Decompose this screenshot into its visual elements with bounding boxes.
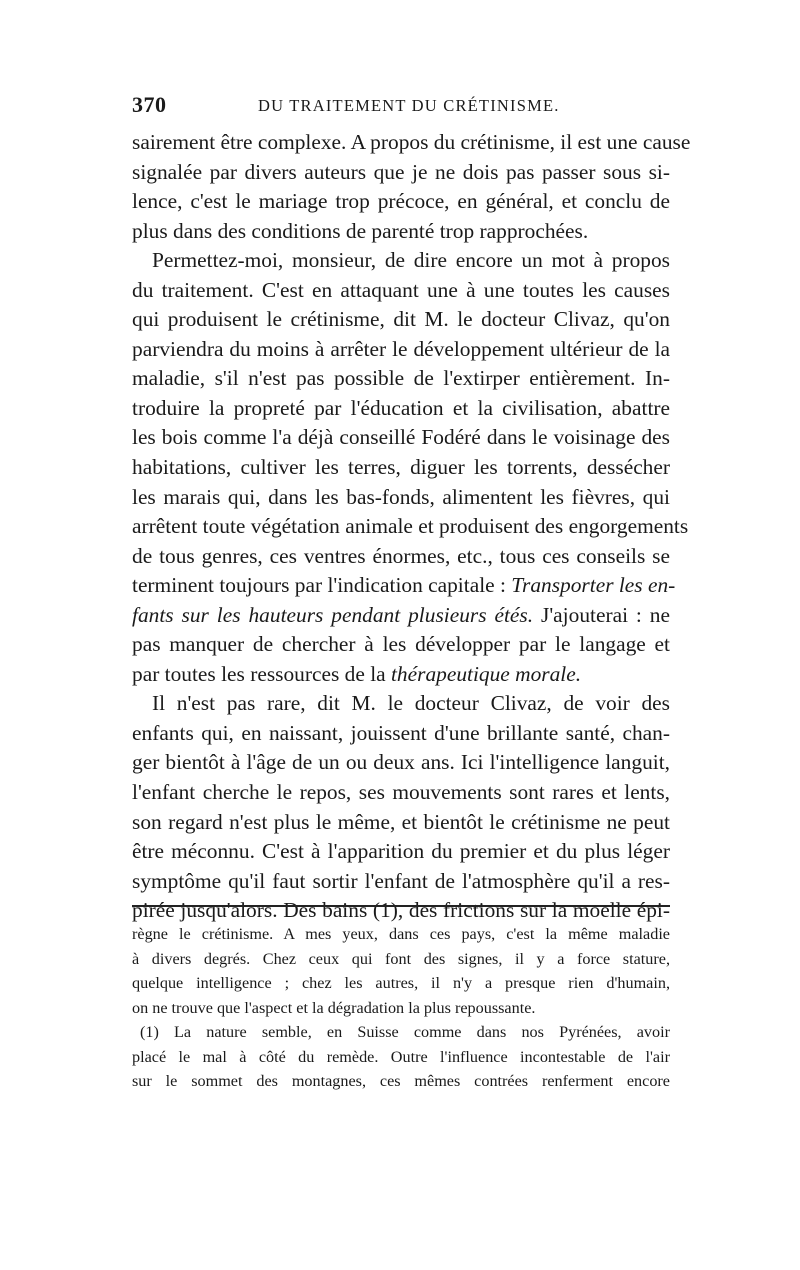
- line-text: (1) La nature semble, en Suisse comme dans nos Pyrénées, avoir: [140, 1023, 670, 1041]
- text-line: [132, 748, 670, 778]
- text-line: [132, 837, 670, 867]
- line-text: être méconnu. C'est à l'apparition du premier et du plus léger: [132, 839, 670, 864]
- text-line: [132, 276, 670, 306]
- line-text: par toutes les ressources de la: [132, 661, 391, 686]
- text-line: [132, 571, 676, 601]
- line-text: ger bientôt à l'âge de un ou deux ans. Ici l'intelligence languit,: [132, 750, 670, 775]
- footnote-line: [132, 947, 670, 972]
- text-line: [132, 778, 670, 808]
- line-text: terminent toujours par l'indication capitale :: [132, 573, 512, 598]
- line-text: sairement être complexe. A propos du crétinisme, il est une cause: [132, 130, 691, 154]
- text-line: [132, 660, 670, 690]
- text-line: [132, 512, 689, 542]
- line-text: signalée par divers auteurs que je ne dois pas passer sous si-: [132, 159, 670, 184]
- footnote-line: [132, 996, 670, 1021]
- text-line: [132, 305, 670, 335]
- line-text: Il n'est pas rare, dit M. le docteur Clivaz, de voir des: [152, 691, 670, 716]
- line-text: placé le mal à côté du remède. Outre l'influence incontestable de l'air: [132, 1047, 670, 1066]
- line-text: symptôme qu'il faut sortir l'enfant de l'atmosphère qu'il a res-: [132, 868, 670, 893]
- text-line: [132, 601, 670, 631]
- footnote-line: [132, 971, 670, 996]
- line-text: habitations, cultiver les terres, diguer les torrents, dessécher: [132, 455, 670, 480]
- line-text: parviendra du moins à arrêter le développement ultérieur de la: [132, 336, 670, 361]
- line-text: plus dans des conditions de parenté trop rapprochées.: [132, 218, 589, 243]
- text-line: [132, 719, 670, 749]
- running-title: DU TRAITEMENT DU CRÉTINISME.: [258, 96, 560, 115]
- page-number: 370: [132, 92, 167, 117]
- line-text: les bois comme l'a déjà conseillé Fodéré dans le voisinage des: [132, 425, 670, 450]
- text-line: [132, 808, 670, 838]
- footnote-line: [132, 1069, 670, 1094]
- footnote-line: [132, 922, 670, 947]
- text-line: [132, 483, 670, 513]
- line-text: pirée jusqu'alors. Des bains (1), des frictions sur la moelle épi-: [132, 898, 670, 923]
- line-text: sur le sommet des montagnes, ces mêmes contrées renferment encore: [132, 1072, 670, 1090]
- italic-text: fants sur les hauteurs pendant plusieurs étés.: [132, 602, 534, 627]
- page-header: [132, 92, 670, 120]
- footnote-divider: [132, 905, 670, 907]
- line-text: arrêtent toute végétation animale et produisent des engorgements: [132, 514, 689, 539]
- text-line: [132, 217, 670, 247]
- line-text: son regard n'est plus le même, et bientôt le crétinisme ne peut: [132, 809, 670, 834]
- line-text: règne le crétinisme. A mes yeux, dans ces pays, c'est la même maladie: [132, 925, 670, 943]
- text-line: [132, 423, 670, 453]
- line-text: à divers degrés. Chez ceux qui font des signes, il y a force stature,: [132, 949, 670, 968]
- line-text: du traitement. C'est en attaquant une à une toutes les causes: [132, 277, 670, 302]
- text-line: [132, 158, 670, 188]
- main-text: [132, 128, 691, 926]
- text-line: [132, 542, 670, 572]
- italic-text: Transporter les en-: [511, 573, 676, 598]
- line-text: pas manquer de chercher à les développer par le langage et: [132, 632, 670, 657]
- text-line: [132, 364, 670, 394]
- line-text: qui produisent le crétinisme, dit M. le docteur Clivaz, qu'on: [132, 307, 670, 332]
- text-line: [132, 689, 670, 719]
- line-text: troduire la propreté par l'éducation et la civilisation, abattre: [132, 395, 670, 420]
- footnotes: [132, 922, 670, 1094]
- text-line: [132, 246, 670, 276]
- line-text: Permettez-moi, monsieur, de dire encore un mot à propos: [152, 248, 670, 273]
- line-text: quelque intelligence ; chez les autres, il n'y a presque rien d'humain,: [132, 974, 670, 992]
- line-text: J'ajouterai : ne: [533, 602, 670, 627]
- text-line: [132, 867, 670, 897]
- line-text: de tous genres, ces ventres énormes, etc., tous ces conseils se: [132, 543, 670, 568]
- text-line: [132, 630, 670, 660]
- text-line: [132, 335, 670, 365]
- line-text: lence, c'est le mariage trop précoce, en général, et conclu de: [132, 189, 670, 214]
- line-text: on ne trouve que l'aspect et la dégradation la plus repoussante.: [132, 998, 536, 1017]
- text-line: [132, 128, 691, 158]
- text-line: [132, 394, 670, 424]
- text-line: [132, 453, 670, 483]
- footnote-line: [132, 1020, 670, 1045]
- footnote-line: [132, 1045, 670, 1070]
- italic-text: thérapeutique morale.: [390, 661, 582, 686]
- line-text: l'enfant cherche le repos, ses mouvements sont rares et lents,: [132, 780, 670, 805]
- line-text: enfants qui, en naissant, jouissent d'une brillante santé, chan-: [132, 720, 670, 745]
- text-line: [132, 187, 670, 217]
- line-text: maladie, s'il n'est pas possible de l'extirper entièrement. In-: [132, 366, 670, 391]
- line-text: les marais qui, dans les bas-fonds, alimentent les fièvres, qui: [132, 484, 670, 509]
